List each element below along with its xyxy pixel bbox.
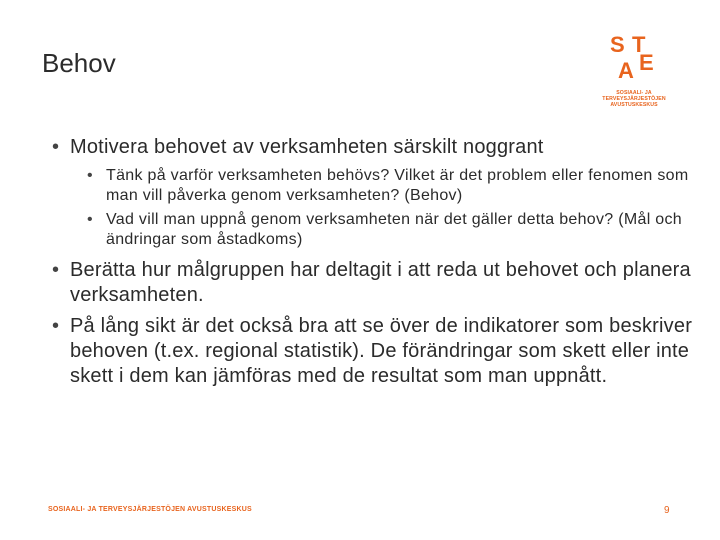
logo-letter-t: T <box>632 32 646 57</box>
logo-caption-line: SOSIAALI- JA <box>616 90 652 96</box>
slide-body <box>50 135 700 389</box>
sub-bullet-why-needed: • Tänk på varför verksamheten behövs? Vilket är det problem eller fenomen som man vill påverka genom verksamheten? (Behov) <box>50 166 700 206</box>
logo-letter-e: E <box>639 50 654 75</box>
logo-caption <box>596 90 672 108</box>
bullet-indicators: • På lång sikt är det också bra att se över de indikatorer som beskriver behoven (t.ex. regional statistik). De förändringar som skett eller inte skett i dem kan jämföras med de resultat som man uppnått. <box>50 314 700 389</box>
slide-title: Behov <box>42 48 116 78</box>
sub-bullet-goals: • Vad vill man uppnå genom verksamheten när det gäller detta behov? (Mål och ändringar som åstadkoms) <box>50 210 700 250</box>
logo-caption-line: TERVEYSJÄRJESTÖJEN <box>602 96 666 102</box>
bullet-target-group: • Berätta hur målgruppen har deltagit i att reda ut behovet och planera verksamheten. <box>50 258 700 308</box>
bullet-motivate-need: • Motivera behovet av verksamheten särskilt noggrant <box>50 135 700 160</box>
logo-letter-s: S <box>610 32 625 57</box>
logo-caption-line: AVUSTUSKESKUS <box>610 102 658 108</box>
footer-organization: SOSIAALI- JA TERVEYSJÄRJESTÖJEN AVUSTUSKESKUS <box>48 506 252 513</box>
logo-letter-a: A <box>618 58 634 83</box>
page-number: 9 <box>664 505 670 516</box>
